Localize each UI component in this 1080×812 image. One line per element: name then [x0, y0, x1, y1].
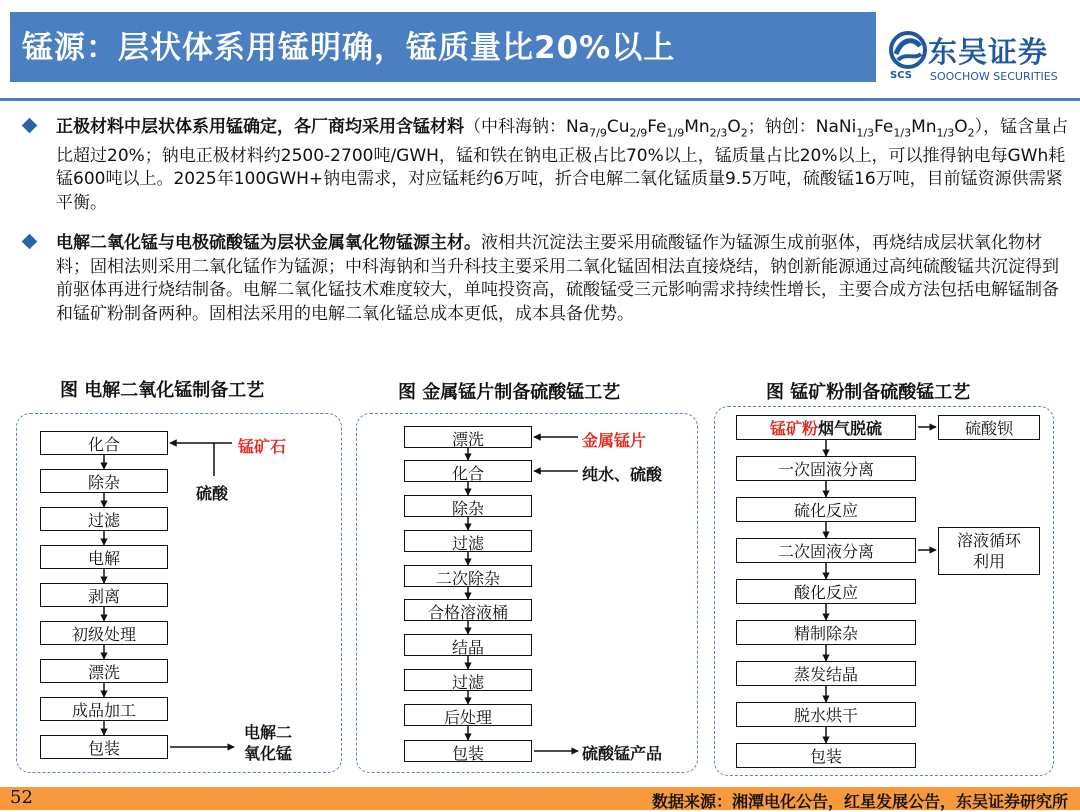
formula-text: Mn: [684, 117, 710, 137]
fig1-step-primary-treatment: 初级处理: [40, 621, 168, 645]
fig2-step-second-impurity-removal: 二次除杂: [404, 565, 532, 587]
fig2-step-impurity-removal: 除杂: [404, 495, 532, 517]
fig1-step-finishing: 成品加工: [40, 697, 168, 721]
fig1-input-ore: 锰矿石: [238, 437, 287, 456]
formula-sub: 7/9: [589, 126, 607, 140]
page-number: 52: [10, 787, 33, 808]
fig2-input-water-acid: 纯水、硫酸: [582, 465, 663, 484]
fig1-input-acid: 硫酸: [196, 484, 229, 503]
formula-sub: 1/3: [893, 126, 912, 140]
paragraph-1-lead: 正极材料中层状体系用锰确定，各厂商均采用含锰材料: [56, 117, 464, 137]
data-source: 数据来源：湘潭电化公告，红星发展公告，东吴证券研究所: [651, 792, 1068, 811]
formula-sub: 2/3: [709, 126, 728, 140]
formula-text: Fe: [647, 117, 667, 137]
fig3-step-second-separation: 二次固液分离: [736, 538, 916, 563]
fig2-step-combine: 化合: [404, 460, 532, 482]
fig3-step-acidification: 酸化反应: [736, 579, 916, 604]
fig1-output-line1: 电解二: [244, 723, 293, 742]
formula-text: O: [954, 117, 968, 137]
formula-text: Fe: [874, 117, 894, 137]
fig3-ore-powder-label: 锰矿粉: [769, 419, 818, 438]
formula-text: ），: [974, 117, 1001, 137]
fig2-input-manganese-flakes: 金属锰片: [582, 431, 647, 450]
fig2-step-filter: 过滤: [404, 530, 532, 552]
formula-sub: 2: [967, 126, 975, 140]
formula-sub: 2: [740, 126, 748, 140]
paragraph-2-lead: 电解二氧化锰与电极硫酸锰为层状金属氧化物锰源主材。: [56, 233, 481, 253]
logo-scs: SCS: [890, 70, 912, 81]
fig3-step-dehydration-drying: 脱水烘干: [736, 702, 916, 727]
figure-2-title: 图 金属锰片制备硫酸锰工艺: [398, 382, 621, 403]
fig1-step-impurity-removal: 除杂: [40, 469, 168, 493]
paragraph-2-body: 液相共沉淀法主要采用硫酸锰作为锰源生成前驱体，再烧结成层状氧化物材料；固相法则采用二氧化锰作为锰源；中科海钠和当升科技主要采用二氧化锰固相法直接烧结，钠创新能源通过高纯硫酸锰共沉淀得到前驱体再进行烧结制备。电解二氧化锰技术难度较大，单吨投资高，硫酸锰受三元影响需求持续性增长，主要合成方法包括电解锰制备和锰矿粉制备两种。固相法采用的电解二氧化锰总成本更低，成本具备优势。: [56, 233, 1059, 324]
fig1-step-electrolysis: 电解: [40, 545, 168, 569]
formula-sub: 1/3: [936, 126, 955, 140]
fig3-step-first-separation: 一次固液分离: [736, 456, 916, 481]
fig1-step-combine: 化合: [40, 431, 168, 455]
fig2-step-post-treatment: 后处理: [404, 704, 532, 726]
formula-text: ；钠创：NaNi: [747, 117, 857, 137]
formula-sub: 1/3: [856, 126, 875, 140]
footer-bar: [0, 787, 1080, 810]
formula-text: Mn: [911, 117, 937, 137]
fig1-step-stripping: 剥离: [40, 583, 168, 607]
fig2-step-packaging: 包装: [404, 740, 532, 762]
fig3-step-sulfidation: 硫化反应: [736, 497, 916, 522]
fig1-output-line2: 氧化锰: [244, 744, 293, 763]
fig3-step-flue-gas-desulfurization: [736, 415, 916, 440]
fig3-recycle-line2: 利用: [972, 552, 1005, 571]
fig2-step-qualified-solution-tank: 合格溶液桶: [404, 599, 532, 621]
figure-3-title: 图 锰矿粉制备硫酸锰工艺: [766, 382, 971, 403]
figure-1-title: 图 电解二氧化锰制备工艺: [60, 380, 265, 401]
fig3-desulfurization-label: 烟气脱硫: [818, 419, 883, 438]
logo-chinese: 东吴证券: [928, 35, 1049, 69]
fig3-side-barium-sulfate: 硫酸钡: [938, 415, 1040, 440]
fig1-step-filter: 过滤: [40, 507, 168, 531]
fig2-step-crystallize: 结晶: [404, 634, 532, 656]
formula-sub: 1/9: [666, 126, 685, 140]
fig2-step-rinse: 漂洗: [404, 426, 532, 448]
paragraph-1-body: 锰含量占比超过20%；钠电正极材料约2500-2700吨/GWH，锰和铁在钠电正极占比70%以上，锰质量占比20%以上，可以推得钠电每GWh耗锰600吨以上。2025年100GWH+钠电需求，对应锰耗约6万吨，折合电解二氧化锰质量9.5万吨，硫酸锰16万吨，目前锰资源供需紧平衡。: [56, 117, 1069, 213]
fig3-step-evaporation-crystallization: 蒸发结晶: [736, 661, 916, 686]
logo-english: SOOCHOW SECURITIES: [930, 70, 1058, 83]
page-title: 锰源：层状体系用锰明确，锰质量比20%以上: [22, 30, 676, 66]
fig3-recycle-line1: 溶液循环: [956, 531, 1021, 550]
formula-sub: 2/9: [629, 126, 648, 140]
fig2-output-product: 硫酸锰产品: [582, 744, 663, 763]
fig3-side-recycle: [938, 527, 1040, 575]
fig1-step-rinse: 漂洗: [40, 659, 168, 683]
fig2-step-filter-2: 过滤: [404, 669, 532, 691]
formula-text: O: [727, 117, 741, 137]
fig3-step-packaging: 包装: [736, 743, 916, 768]
formula-text: （中科海钠：Na: [464, 117, 590, 137]
fig1-step-packaging: 包装: [40, 735, 168, 759]
formula-text: Cu: [606, 117, 630, 137]
fig3-step-refining: 精制除杂: [736, 620, 916, 645]
